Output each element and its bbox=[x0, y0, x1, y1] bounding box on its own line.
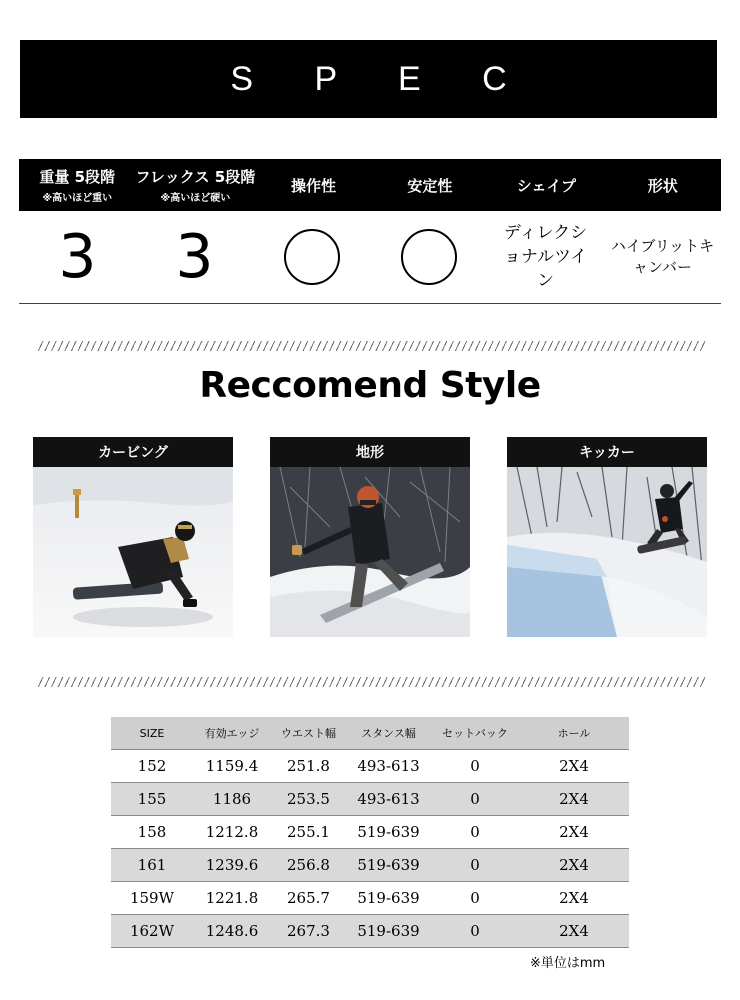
spec-header-flex bbox=[135, 159, 255, 211]
cell-hole: 2X4 bbox=[519, 849, 629, 882]
cell-edge: 1248.6 bbox=[193, 915, 271, 948]
cell-stance: 519-639 bbox=[346, 849, 431, 882]
col-setback: セットバック bbox=[431, 717, 519, 750]
cell-size: 159W bbox=[111, 882, 193, 915]
style-card-carving bbox=[33, 437, 233, 637]
style-label-terrain: 地形 bbox=[270, 437, 470, 467]
table-row bbox=[111, 750, 629, 783]
col-waist-width: ウエスト幅 bbox=[271, 717, 346, 750]
header-main: シェイプ bbox=[516, 176, 576, 195]
col-effective-edge: 有効エッジ bbox=[193, 717, 271, 750]
header-main: 操作性 bbox=[290, 176, 336, 195]
cell-size: 162W bbox=[111, 915, 193, 948]
cell-setback: 0 bbox=[431, 915, 519, 948]
shape-value: ディレクショナルツイン bbox=[503, 223, 588, 291]
spec-header-stability bbox=[372, 159, 488, 211]
cell-waist: 251.8 bbox=[271, 750, 346, 783]
spec-header-shape bbox=[488, 159, 604, 211]
hatched-divider-top bbox=[38, 341, 706, 351]
cell-edge: 1159.4 bbox=[193, 750, 271, 783]
spec-header-weight bbox=[19, 159, 135, 211]
spec-title: S P E C bbox=[230, 59, 533, 98]
control-circle-icon bbox=[284, 229, 340, 285]
cell-waist: 265.7 bbox=[271, 882, 346, 915]
style-label-carving: カービング bbox=[33, 437, 233, 467]
cell-stance: 493-613 bbox=[346, 750, 431, 783]
cell-stance: 519-639 bbox=[346, 915, 431, 948]
spec-header-form bbox=[605, 159, 721, 211]
table-row bbox=[111, 783, 629, 816]
cell-edge: 1212.8 bbox=[193, 816, 271, 849]
recommend-style-title: Reccomend Style bbox=[199, 365, 541, 406]
cell-waist: 256.8 bbox=[271, 849, 346, 882]
spec-table-header bbox=[19, 159, 721, 211]
flex-value: 3 bbox=[175, 222, 214, 292]
cell-stance: 493-613 bbox=[346, 783, 431, 816]
cell-size: 152 bbox=[111, 750, 193, 783]
carving-photo bbox=[33, 467, 233, 637]
spec-banner bbox=[20, 40, 717, 118]
form-value-cell bbox=[604, 211, 721, 303]
cell-size: 161 bbox=[111, 849, 193, 882]
table-row bbox=[111, 849, 629, 882]
cell-size: 158 bbox=[111, 816, 193, 849]
cell-hole: 2X4 bbox=[519, 750, 629, 783]
style-card-kicker bbox=[507, 437, 707, 637]
cell-edge: 1239.6 bbox=[193, 849, 271, 882]
cell-setback: 0 bbox=[431, 783, 519, 816]
cell-stance: 519-639 bbox=[346, 882, 431, 915]
cell-setback: 0 bbox=[431, 816, 519, 849]
cell-waist: 255.1 bbox=[271, 816, 346, 849]
table-row bbox=[111, 882, 629, 915]
cell-waist: 267.3 bbox=[271, 915, 346, 948]
cell-hole: 2X4 bbox=[519, 882, 629, 915]
size-table bbox=[111, 717, 629, 948]
cell-stance: 519-639 bbox=[346, 816, 431, 849]
spec-table bbox=[19, 159, 721, 304]
cell-waist: 253.5 bbox=[271, 783, 346, 816]
cell-hole: 2X4 bbox=[519, 783, 629, 816]
kicker-photo bbox=[507, 467, 707, 637]
table-row bbox=[111, 816, 629, 849]
header-note: ※高いほど硬い bbox=[160, 193, 231, 204]
stability-value-cell bbox=[370, 211, 487, 303]
size-table-header bbox=[111, 717, 629, 750]
col-stance-width: スタンス幅 bbox=[346, 717, 431, 750]
header-main: 形状 bbox=[647, 176, 678, 195]
cell-edge: 1221.8 bbox=[193, 882, 271, 915]
flex-value-cell bbox=[136, 211, 253, 303]
cell-setback: 0 bbox=[431, 882, 519, 915]
header-main: 重量 5段階 bbox=[39, 168, 116, 186]
col-hole: ホール bbox=[519, 717, 629, 750]
control-value-cell bbox=[253, 211, 370, 303]
cell-hole: 2X4 bbox=[519, 816, 629, 849]
cell-setback: 0 bbox=[431, 849, 519, 882]
hatched-divider-bottom bbox=[38, 677, 706, 687]
shape-value-cell bbox=[487, 211, 604, 303]
weight-value: 3 bbox=[58, 222, 97, 292]
weight-value-cell bbox=[19, 211, 136, 303]
cell-setback: 0 bbox=[431, 750, 519, 783]
col-size: SIZE bbox=[111, 717, 193, 750]
header-main: フレックス 5段階 bbox=[135, 168, 256, 186]
cell-edge: 1186 bbox=[193, 783, 271, 816]
terrain-photo bbox=[270, 467, 470, 637]
cell-hole: 2X4 bbox=[519, 915, 629, 948]
spec-header-control bbox=[255, 159, 371, 211]
header-note: ※高いほど重い bbox=[42, 193, 113, 204]
style-card-terrain bbox=[270, 437, 470, 637]
stability-circle-icon bbox=[401, 229, 457, 285]
unit-note: ※単位はmm bbox=[530, 956, 606, 971]
style-label-kicker: キッカー bbox=[507, 437, 707, 467]
header-main: 安定性 bbox=[407, 176, 453, 195]
cell-size: 155 bbox=[111, 783, 193, 816]
spec-table-values bbox=[19, 211, 721, 304]
table-row bbox=[111, 915, 629, 948]
form-value: ハイブリットキャンバー bbox=[610, 237, 715, 276]
